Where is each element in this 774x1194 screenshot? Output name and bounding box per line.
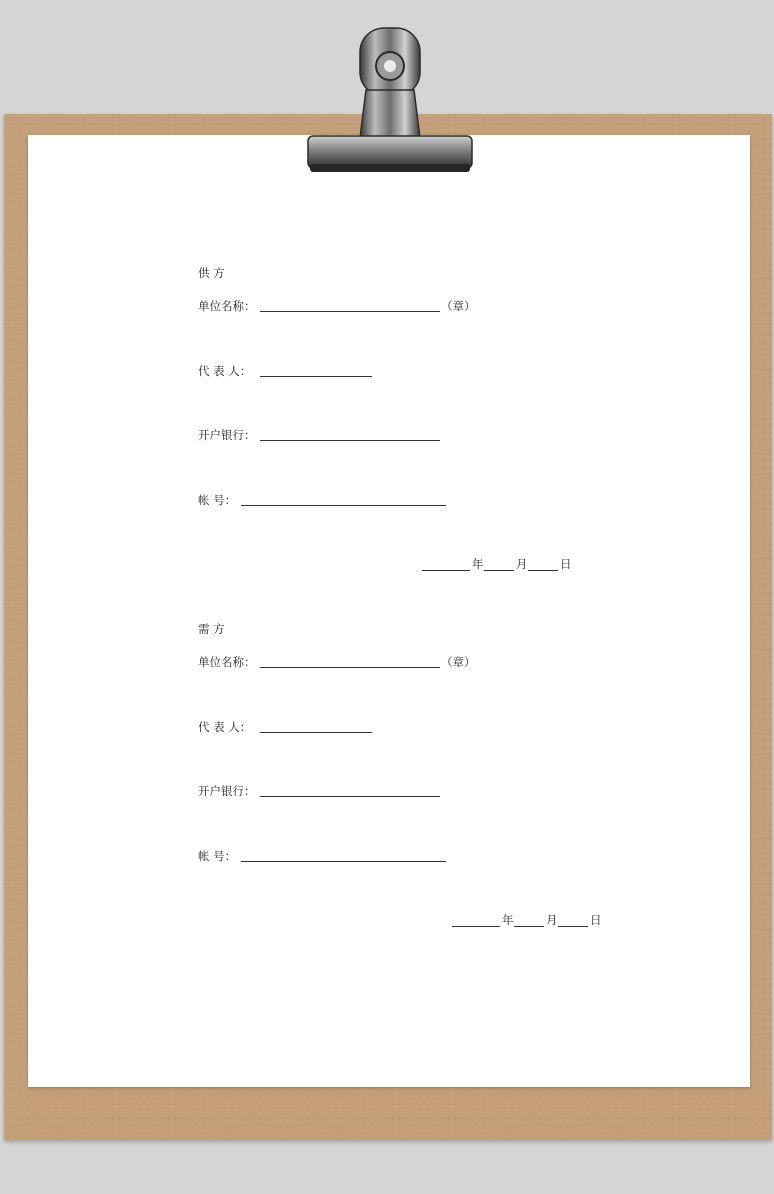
buyer-month-field[interactable]	[514, 926, 544, 927]
buyer-day-label: 日	[590, 913, 602, 927]
supplier-month-label: 月	[516, 557, 528, 571]
supplier-year-label: 年	[472, 557, 484, 571]
supplier-seal-label: （章）	[441, 299, 476, 313]
buyer-rep-field[interactable]	[260, 732, 372, 733]
buyer-year-label: 年	[502, 913, 514, 927]
buyer-year-field[interactable]	[452, 926, 500, 927]
buyer-bank-label: 开户银行：	[198, 784, 256, 798]
supplier-unit-field[interactable]	[260, 311, 440, 312]
supplier-account-label: 帐 号：	[198, 493, 237, 507]
buyer-rep-label: 代 表 人：	[198, 720, 252, 734]
supplier-heading: 供 方	[198, 266, 225, 280]
buyer-account-field[interactable]	[241, 861, 446, 862]
supplier-account-field[interactable]	[241, 505, 446, 506]
supplier-rep-label: 代 表 人：	[198, 364, 252, 378]
buyer-seal-label: （章）	[441, 655, 476, 669]
supplier-year-field[interactable]	[422, 570, 470, 571]
supplier-day-label: 日	[560, 557, 572, 571]
binder-clip-icon	[304, 26, 476, 178]
buyer-heading: 需 方	[198, 622, 225, 636]
supplier-bank-label: 开户银行：	[198, 428, 256, 442]
paper-sheet	[28, 135, 750, 1087]
buyer-unit-field[interactable]	[260, 667, 440, 668]
supplier-bank-field[interactable]	[260, 440, 440, 441]
buyer-month-label: 月	[546, 913, 558, 927]
buyer-bank-field[interactable]	[260, 796, 440, 797]
supplier-month-field[interactable]	[484, 570, 514, 571]
buyer-unit-label: 单位名称：	[198, 655, 256, 669]
supplier-rep-field[interactable]	[260, 376, 372, 377]
supplier-day-field[interactable]	[528, 570, 558, 571]
buyer-account-label: 帐 号：	[198, 849, 237, 863]
supplier-unit-label: 单位名称：	[198, 299, 256, 313]
buyer-day-field[interactable]	[558, 926, 588, 927]
